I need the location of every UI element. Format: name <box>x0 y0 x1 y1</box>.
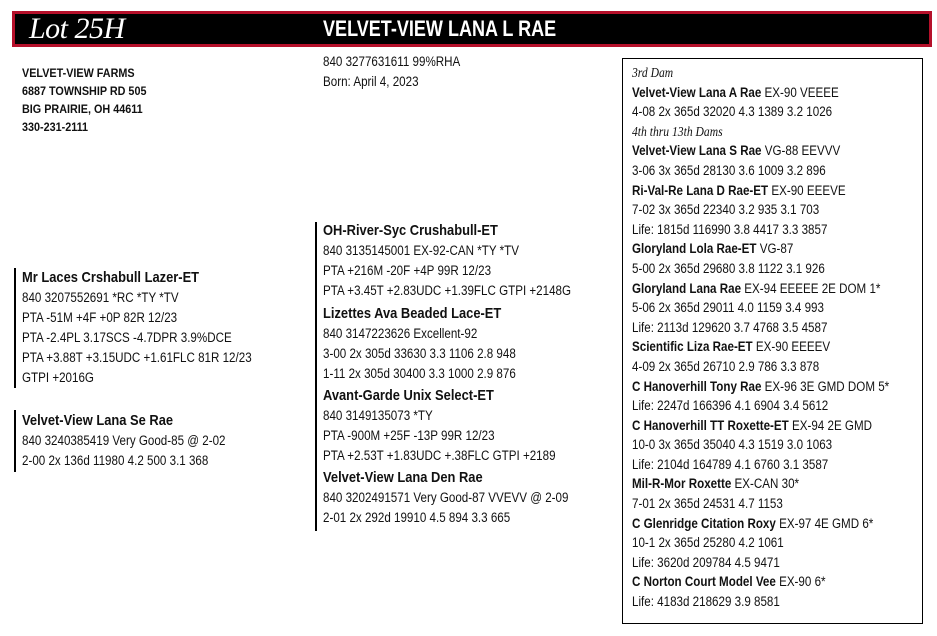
sire-dam-line: 1-11 2x 305d 30400 3.3 1000 2.9 876 <box>323 366 516 381</box>
ancestor-classification: VG-88 EEVVV <box>761 143 841 159</box>
ancestor-classification: EX-94 EEEEE 2E DOM 1* <box>741 280 881 296</box>
dam-line: 2-00 2x 136d 11980 4.2 500 3.1 368 <box>22 453 209 468</box>
sire-side-bracket <box>315 222 317 387</box>
ancestor-name: Mil-R-Mor Roxette <box>632 476 732 492</box>
ancestor-record: 3-06 3x 365d 28130 3.6 1009 3.2 896 <box>632 162 826 178</box>
consignor-street: 6887 TOWNSHIP RD 505 <box>22 84 147 98</box>
ancestor-name: Gloryland Lana Rae <box>632 280 742 296</box>
ancestor-classification: EX-90 EEEVE <box>768 182 846 198</box>
sire-dam-block <box>323 304 547 384</box>
ancestor-record: 5-00 2x 365d 29680 3.8 1122 3.1 926 <box>632 260 825 276</box>
ancestor-name-line <box>632 416 889 436</box>
ancestor-name-line <box>632 239 889 259</box>
ancestor-record: Life: 2104d 164789 4.1 6760 3.1 3587 <box>632 456 829 472</box>
ancestor-name: C Hanoverhill Tony Rae <box>632 378 762 394</box>
sire-line: PTA +3.88T +3.15UDC +1.61FLC 81R 12/23 <box>22 350 252 365</box>
ancestor-record: Life: 1815d 116990 3.8 4417 3.3 3857 <box>632 221 828 237</box>
ancestry-heading: 3rd Dam <box>632 65 674 80</box>
ancestor-name-line <box>632 377 889 397</box>
ancestor-classification: VG-87 <box>756 241 794 257</box>
ancestry-heading: 4th thru 13th Dams <box>632 123 723 139</box>
dam-side-bracket <box>315 386 317 531</box>
ancestor-record: Life: 3620d 209784 4.5 9471 <box>632 554 780 570</box>
consignor-phone: 330-231-2111 <box>22 120 89 134</box>
ancestor-record: 4-09 2x 365d 26710 2.9 786 3.3 878 <box>632 358 820 374</box>
sire-line: PTA -51M +4F +0P 82R 12/23 <box>22 310 178 325</box>
ancestor-name-line <box>632 181 889 201</box>
ancestor-record: 10-1 2x 365d 25280 4.2 1061 <box>632 535 784 551</box>
ancestor-classification: EX-96 3E GMD DOM 5* <box>761 378 890 394</box>
sire-name: Mr Laces Crshabull Lazer-ET <box>22 269 200 286</box>
ancestor-record: Life: 2247d 166396 4.1 6904 3.4 5612 <box>632 398 829 414</box>
sire-line: GTPI +2016G <box>22 370 94 385</box>
ancestor-classification: EX-94 2E GMD <box>788 417 872 433</box>
ancestor-classification: EX-97 4E GMD 6* <box>775 515 874 531</box>
ancestor-record: 7-02 3x 365d 22340 3.2 935 3.1 703 <box>632 202 820 218</box>
dam-sire-line: PTA -900M +25F -13P 99R 12/23 <box>323 428 495 443</box>
ancestor-record: 4-08 2x 365d 32020 4.3 1389 3.2 1026 <box>632 104 833 120</box>
sire-bracket <box>14 268 16 388</box>
dam-dam-name: Velvet-View Lana Den Rae <box>323 469 483 486</box>
consignor-name: VELVET-VIEW FARMS <box>22 66 135 80</box>
dam-name: Velvet-View Lana Se Rae <box>22 412 174 429</box>
ancestor-classification: EX-90 EEEEV <box>752 339 831 355</box>
sire-dam-line: 3-00 2x 305d 33630 3.3 1106 2.8 948 <box>323 346 516 361</box>
ancestor-classification: EX-90 6* <box>775 574 826 590</box>
dam-dam-line: 840 3202491571 Very Good-87 VVEVV @ 2-09 <box>323 490 569 505</box>
dam-sire-name: Avant-Garde Unix Select-ET <box>323 387 494 404</box>
ancestor-name-line <box>632 514 889 534</box>
ancestor-record: 10-0 3x 365d 35040 4.3 1519 3.0 1063 <box>632 437 833 453</box>
animal-title: VELVET-VIEW LANA L RAE <box>323 16 557 41</box>
ancestry-list <box>632 63 931 612</box>
dam-dam-block <box>323 468 608 528</box>
sire-dam-name: Lizettes Ava Beaded Lace-ET <box>323 305 502 322</box>
ancestor-name: C Hanoverhill TT Roxette-ET <box>632 417 789 433</box>
consignor-city: BIG PRAIRIE, OH 44611 <box>22 102 143 116</box>
ancestor-name: Gloryland Lola Rae-ET <box>632 241 757 257</box>
ancestor-name: Velvet-View Lana S Rae <box>632 143 762 159</box>
sire-sire-line: PTA +216M -20F +4P 99R 12/23 <box>323 263 492 278</box>
sire-sire-name: OH-River-Syc Crushabull-ET <box>323 222 498 239</box>
ancestor-classification: EX-90 VEEEE <box>761 84 839 100</box>
ancestor-name-line <box>632 337 889 357</box>
sire-sire-line: 840 3135145001 EX-92-CAN *TY *TV <box>323 243 519 258</box>
sire-dam-line: 840 3147223626 Excellent-92 <box>323 326 478 341</box>
ancestor-name-line <box>632 474 889 494</box>
sire-line: 840 3207552691 *RC *TY *TV <box>22 290 179 305</box>
ancestor-name: Ri-Val-Re Lana D Rae-ET <box>632 182 769 198</box>
ancestor-name-line <box>632 141 889 161</box>
ancestry-box <box>622 58 923 624</box>
ancestor-record: Life: 4183d 218629 3.9 8581 <box>632 594 780 610</box>
ancestor-name: C Glenridge Citation Roxy <box>632 515 776 531</box>
ancestor-name: Velvet-View Lana A Rae <box>632 84 762 100</box>
subject-born: Born: April 4, 2023 <box>323 74 419 89</box>
subject-info <box>323 52 483 92</box>
dam-sire-line: 840 3149135073 *TY <box>323 408 433 423</box>
ancestor-name: Scientific Liza Rae-ET <box>632 339 753 355</box>
dam-sire-block <box>323 386 593 466</box>
sire-sire-block <box>323 221 611 301</box>
dam-sire-line: PTA +2.53T +1.83UDC +.38FLC GTPI +2189 <box>323 448 556 463</box>
dam-block <box>22 411 259 471</box>
dam-bracket <box>14 410 16 472</box>
ancestor-record: 5-06 2x 365d 29011 4.0 1159 3.4 993 <box>632 300 824 316</box>
sire-block <box>22 268 289 388</box>
sire-sire-line: PTA +3.45T +2.83UDC +1.39FLC GTPI +2148G <box>323 283 572 298</box>
ancestor-name: C Norton Court Model Vee <box>632 574 776 590</box>
dam-line: 840 3240385419 Very Good-85 @ 2-02 <box>22 433 226 448</box>
ancestor-name-line <box>632 83 889 103</box>
subject-registration: 840 3277631611 99%RHA <box>323 54 461 69</box>
ancestor-name-line <box>632 279 889 299</box>
sire-line: PTA -2.4PL 3.17SCS -4.7DPR 3.9%DCE <box>22 330 232 345</box>
ancestor-record: 7-01 2x 365d 24531 4.7 1153 <box>632 496 783 512</box>
dam-dam-line: 2-01 2x 292d 19910 4.5 894 3.3 665 <box>323 510 511 525</box>
lot-header-bar <box>12 11 932 47</box>
ancestor-classification: EX-CAN 30* <box>731 476 800 492</box>
ancestor-record: Life: 2113d 129620 3.7 4768 3.5 4587 <box>632 319 828 335</box>
consignor-block <box>22 64 160 136</box>
lot-number: Lot 25H <box>29 12 125 45</box>
lot-header-inner <box>15 14 929 44</box>
ancestor-name-line <box>632 572 889 592</box>
